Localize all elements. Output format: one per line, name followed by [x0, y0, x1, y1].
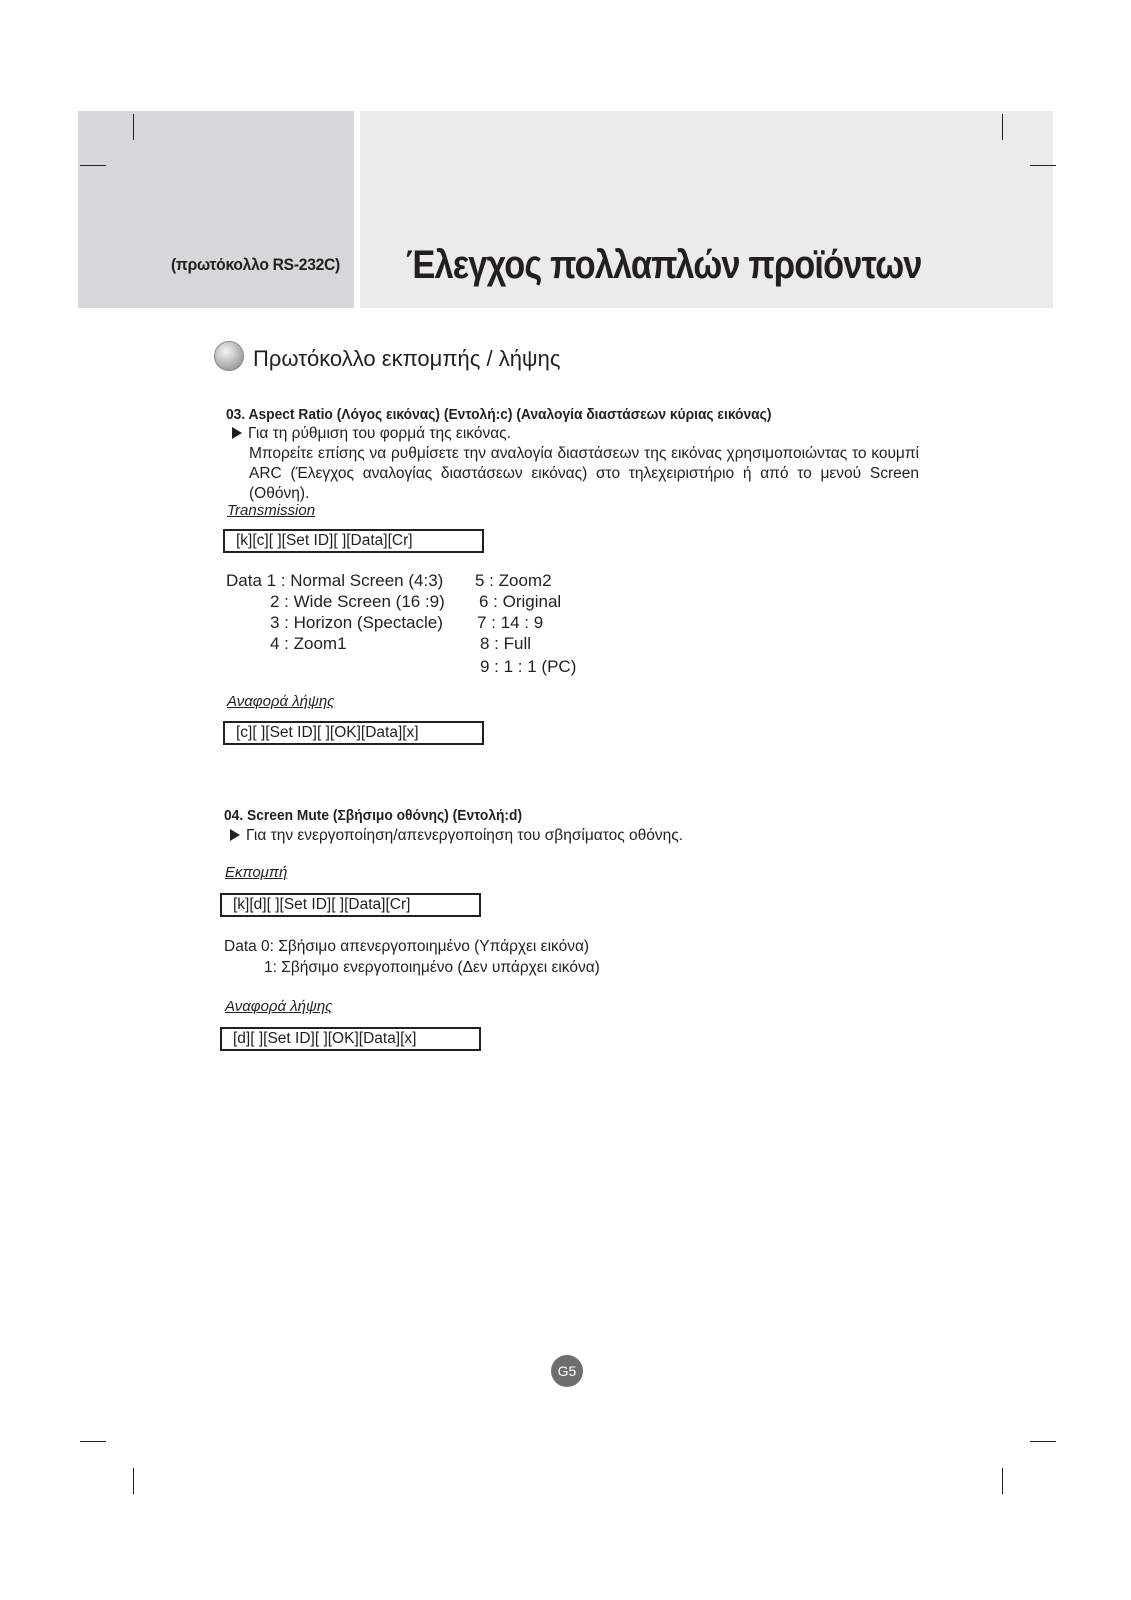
crop-mark — [80, 165, 106, 166]
aspect-data-4: 4 : Zoom1 — [270, 634, 347, 653]
aspect-data-3: 3 : Horizon (Spectacle) — [270, 613, 443, 632]
aspect-data-2: 2 : Wide Screen (16 :9) — [270, 592, 445, 611]
crop-mark — [80, 1441, 106, 1442]
crop-mark — [1002, 1468, 1003, 1494]
mute-transmission-label: Εκπομπή — [225, 864, 288, 881]
aspect-ratio-bullet-text: Για τη ρύθμιση του φορμά της εικόνας. — [248, 425, 511, 442]
aspect-data-5: 5 : Zoom2 — [475, 571, 552, 590]
mute-data-0: Data 0: Σβήσιμο απενεργοποιημένο (Υπάρχει εικόνα) — [224, 938, 590, 955]
triangle-bullet-icon — [230, 829, 240, 841]
crop-mark — [133, 114, 134, 140]
aspect-ratio-heading: 03. Aspect Ratio (Λόγος εικόνας) (Εντολή:c) (Αναλογία διαστάσεων κύριας εικόνας) — [226, 406, 772, 423]
aspect-ratio-description: Μπορείτε επίσης να ρυθμίσετε την αναλογία διαστάσεων της εικόνας χρησιμοποιώντας το κουμπί ARC (Έλεγχος αναλογίας διαστάσεων εικόνας) στο τηλεχειριστήριο ή από το μενού Screen (Οθόνη). — [249, 445, 919, 502]
section-title: Πρωτόκολλο εκπομπής / λήψης — [253, 346, 561, 371]
mute-data-1: 1: Σβήσιμο ενεργοποιημένο (Δεν υπάρχει εικόνα) — [264, 959, 600, 976]
aspect-transmission-code: [k][c][ ][Set ID][ ][Data][Cr] — [223, 529, 484, 553]
mute-transmission-code: [k][d][ ][Set ID][ ][Data][Cr] — [220, 893, 481, 917]
screen-mute-heading: 04. Screen Mute (Σβήσιμο οθόνης) (Εντολή:d) — [224, 807, 523, 824]
aspect-ack-code: [c][ ][Set ID][ ][OK][Data][x] — [223, 721, 484, 745]
mute-ack-code: [d][ ][Set ID][ ][OK][Data][x] — [220, 1027, 481, 1051]
aspect-data-1: Data 1 : Normal Screen (4:3) — [226, 571, 444, 590]
mute-ack-label: Αναφορά λήψης — [225, 998, 333, 1015]
triangle-bullet-icon — [232, 427, 242, 439]
screen-mute-bullet — [230, 826, 683, 846]
screen-mute-bullet-text: Για την ενεργοποίηση/απενεργοποίηση του σβησίματος οθόνης. — [246, 827, 684, 844]
section-bullet-icon — [214, 341, 244, 371]
crop-mark — [1002, 114, 1003, 140]
page-number-badge: G5 — [551, 1355, 583, 1387]
aspect-ratio-bullet — [232, 424, 511, 444]
aspect-data-8: 8 : Full — [480, 634, 532, 653]
aspect-data-9: 9 : 1 : 1 (PC) — [480, 657, 577, 676]
aspect-data-6: 6 : Original — [479, 592, 562, 611]
header-side-panel — [78, 111, 354, 308]
crop-mark — [133, 1468, 134, 1494]
crop-mark — [1030, 165, 1056, 166]
header-subtitle: (πρωτόκολλο RS-232C) — [170, 255, 340, 274]
page-title: Έλεγχος πολλαπλών προϊόντων — [406, 243, 922, 287]
aspect-ack-label: Αναφορά λήψης — [227, 693, 335, 710]
crop-mark — [1030, 1441, 1056, 1442]
aspect-data-7: 7 : 14 : 9 — [477, 613, 544, 632]
aspect-transmission-label: Transmission — [227, 502, 316, 519]
